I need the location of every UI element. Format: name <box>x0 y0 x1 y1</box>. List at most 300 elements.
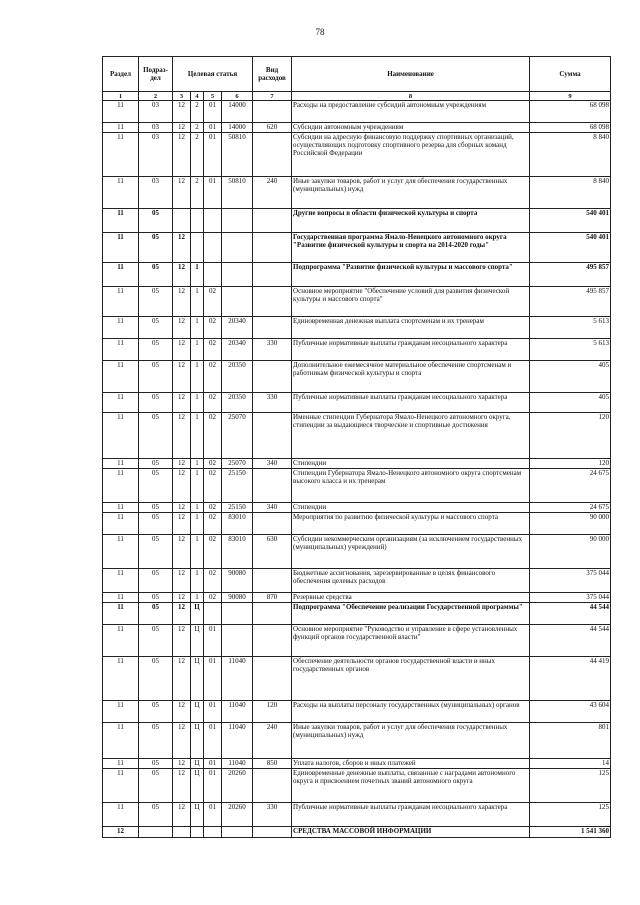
amount-cell: 43 604 <box>530 701 611 723</box>
event-cell <box>204 233 222 263</box>
subsection-cell: 05 <box>139 723 173 759</box>
direction-cell: 20260 <box>222 769 253 803</box>
table-row <box>103 759 611 769</box>
direction-cell: 25070 <box>222 459 253 469</box>
program-cell <box>173 209 191 233</box>
subsection-cell: 05 <box>139 803 173 827</box>
subprogram-cell: 1 <box>191 317 204 339</box>
table-row <box>103 593 611 603</box>
table-body <box>103 101 611 838</box>
event-cell: 01 <box>204 803 222 827</box>
subsection-cell: 03 <box>139 177 173 209</box>
table-row <box>103 123 611 133</box>
program-cell: 12 <box>173 723 191 759</box>
expense-type-cell <box>253 603 292 625</box>
subprogram-cell: Ц <box>191 723 204 759</box>
amount-cell: 90 000 <box>530 535 611 569</box>
expense-type-cell: 240 <box>253 177 292 209</box>
event-cell: 02 <box>204 361 222 393</box>
amount-cell: 24 675 <box>530 469 611 503</box>
program-cell: 12 <box>173 469 191 503</box>
table-row <box>103 177 611 209</box>
subprogram-cell: 1 <box>191 569 204 593</box>
direction-cell: 25070 <box>222 413 253 459</box>
subprogram-cell: 1 <box>191 413 204 459</box>
amount-cell: 68 098 <box>530 101 611 123</box>
event-cell: 01 <box>204 101 222 123</box>
table-row <box>103 361 611 393</box>
direction-cell: 20260 <box>222 803 253 827</box>
expense-type-cell <box>253 287 292 317</box>
program-cell: 12 <box>173 769 191 803</box>
column-number: 4 <box>191 92 204 101</box>
table-row <box>103 769 611 803</box>
subprogram-cell: 1 <box>191 287 204 317</box>
direction-cell: 11040 <box>222 657 253 701</box>
direction-cell <box>222 287 253 317</box>
header-amount: Сумма <box>530 57 611 92</box>
event-cell: 02 <box>204 459 222 469</box>
event-cell: 02 <box>204 469 222 503</box>
section-cell: 11 <box>103 803 139 827</box>
amount-cell: 801 <box>530 723 611 759</box>
program-cell: 12 <box>173 535 191 569</box>
expense-type-cell: 120 <box>253 701 292 723</box>
subsection-cell: 05 <box>139 209 173 233</box>
amount-cell: 405 <box>530 393 611 413</box>
expense-type-cell <box>253 469 292 503</box>
table-row <box>103 701 611 723</box>
table-row <box>103 413 611 459</box>
amount-cell: 44 544 <box>530 603 611 625</box>
table-row <box>103 503 611 513</box>
expense-type-cell: 330 <box>253 803 292 827</box>
table-row <box>103 317 611 339</box>
amount-cell: 8 840 <box>530 133 611 177</box>
expense-type-cell <box>253 317 292 339</box>
section-cell: 11 <box>103 769 139 803</box>
section-cell: 11 <box>103 233 139 263</box>
section-cell: 11 <box>103 625 139 657</box>
section-cell: 11 <box>103 101 139 123</box>
name-cell: Именные стипендии Губернатора Ямало-Ненецкого автономного округа, стипендии за выдающиеся творческие и спортивные достижения <box>292 413 530 459</box>
subsection-cell: 05 <box>139 459 173 469</box>
subprogram-cell: 1 <box>191 361 204 393</box>
subsection-cell <box>139 827 173 838</box>
program-cell: 12 <box>173 361 191 393</box>
event-cell: 01 <box>204 657 222 701</box>
program-cell: 12 <box>173 593 191 603</box>
table-row <box>103 657 611 701</box>
column-number: 6 <box>222 92 253 101</box>
amount-cell: 540 401 <box>530 209 611 233</box>
expense-type-cell: 620 <box>253 123 292 133</box>
program-cell: 12 <box>173 503 191 513</box>
event-cell: 01 <box>204 759 222 769</box>
expense-type-cell: 850 <box>253 759 292 769</box>
section-cell: 11 <box>103 535 139 569</box>
name-cell: Субсидии на адресную финансовую поддержку спортивных организаций, осуществляющих подготовку спортивного резерва для сборных команд Российской Федерации <box>292 133 530 177</box>
direction-cell: 14000 <box>222 123 253 133</box>
section-cell: 11 <box>103 603 139 625</box>
subprogram-cell: Ц <box>191 625 204 657</box>
section-cell: 11 <box>103 133 139 177</box>
event-cell: 01 <box>204 177 222 209</box>
event-cell: 01 <box>204 625 222 657</box>
subsection-cell: 03 <box>139 133 173 177</box>
section-cell: 11 <box>103 209 139 233</box>
header-name: Наименование <box>292 57 530 92</box>
subprogram-cell: 1 <box>191 513 204 535</box>
direction-cell: 14000 <box>222 101 253 123</box>
section-cell: 11 <box>103 339 139 361</box>
name-cell: Основное мероприятие "Руководство и управление в сфере установленных функций органов государственной власти" <box>292 625 530 657</box>
direction-cell: 20340 <box>222 339 253 361</box>
name-cell: Публичные нормативные выплаты гражданам несоциального характера <box>292 803 530 827</box>
header-section: Раздел <box>103 57 139 92</box>
expense-type-cell <box>253 657 292 701</box>
section-cell: 11 <box>103 393 139 413</box>
name-cell: Мероприятия по развитию физической культуры и массового спорта <box>292 513 530 535</box>
subsection-cell: 05 <box>139 503 173 513</box>
subprogram-cell: Ц <box>191 701 204 723</box>
direction-cell: 11040 <box>222 759 253 769</box>
name-cell: Обеспечение деятельности органов государственной власти и иных государственных органов <box>292 657 530 701</box>
event-cell: 02 <box>204 317 222 339</box>
section-cell: 11 <box>103 263 139 287</box>
subsection-cell: 05 <box>139 233 173 263</box>
subprogram-cell: 2 <box>191 101 204 123</box>
table-row <box>103 603 611 625</box>
name-cell: Резервные средства <box>292 593 530 603</box>
subsection-cell: 05 <box>139 759 173 769</box>
table-row <box>103 625 611 657</box>
expense-type-cell <box>253 233 292 263</box>
program-cell: 12 <box>173 413 191 459</box>
program-cell: 12 <box>173 101 191 123</box>
expense-type-cell <box>253 413 292 459</box>
column-number: 2 <box>139 92 173 101</box>
subsection-cell: 05 <box>139 657 173 701</box>
column-number-row <box>103 92 611 101</box>
subprogram-cell: 1 <box>191 459 204 469</box>
expense-type-cell: 240 <box>253 723 292 759</box>
subsection-cell: 05 <box>139 469 173 503</box>
name-cell: Стипендии <box>292 503 530 513</box>
section-cell: 11 <box>103 287 139 317</box>
subprogram-cell: 2 <box>191 123 204 133</box>
header-subsection: Подраз-дел <box>139 57 173 92</box>
header-expense-type: Вид расходов <box>253 57 292 92</box>
section-cell: 11 <box>103 723 139 759</box>
direction-cell: 20350 <box>222 393 253 413</box>
section-cell: 11 <box>103 569 139 593</box>
expense-type-cell <box>253 361 292 393</box>
table-row <box>103 287 611 317</box>
subprogram-cell: 1 <box>191 503 204 513</box>
subprogram-cell: 1 <box>191 339 204 361</box>
subsection-cell: 05 <box>139 361 173 393</box>
subsection-cell: 05 <box>139 413 173 459</box>
column-number: 8 <box>292 92 530 101</box>
column-number: 7 <box>253 92 292 101</box>
subsection-cell: 03 <box>139 123 173 133</box>
expense-type-cell <box>253 209 292 233</box>
expense-type-cell <box>253 769 292 803</box>
direction-cell: 20350 <box>222 361 253 393</box>
subprogram-cell: Ц <box>191 769 204 803</box>
subprogram-cell: Ц <box>191 759 204 769</box>
program-cell: 12 <box>173 603 191 625</box>
amount-cell: 120 <box>530 459 611 469</box>
direction-cell <box>222 827 253 838</box>
program-cell: 12 <box>173 759 191 769</box>
program-cell: 12 <box>173 177 191 209</box>
amount-cell: 375 044 <box>530 593 611 603</box>
amount-cell: 24 675 <box>530 503 611 513</box>
subsection-cell: 05 <box>139 603 173 625</box>
program-cell: 12 <box>173 569 191 593</box>
expense-type-cell: 340 <box>253 459 292 469</box>
program-cell: 12 <box>173 339 191 361</box>
direction-cell: 11040 <box>222 723 253 759</box>
direction-cell: 90080 <box>222 569 253 593</box>
section-cell: 11 <box>103 503 139 513</box>
table-row <box>103 803 611 827</box>
header-target: Целевая статья <box>173 57 253 92</box>
subprogram-cell <box>191 827 204 838</box>
subprogram-cell: 1 <box>191 393 204 413</box>
amount-cell: 495 857 <box>530 287 611 317</box>
name-cell: Субсидии автономным учреждениям <box>292 123 530 133</box>
event-cell <box>204 827 222 838</box>
table-row <box>103 133 611 177</box>
program-cell: 12 <box>173 393 191 413</box>
name-cell: Стипендии Губернатора Ямало-Ненецкого автономного округа спортсменам высокого класса и их тренерам <box>292 469 530 503</box>
program-cell: 12 <box>173 803 191 827</box>
name-cell: Иные закупки товаров, работ и услуг для обеспечения государственных (муниципальных) нужд <box>292 177 530 209</box>
section-cell: 11 <box>103 317 139 339</box>
name-cell: Подпрограмма "Развитие физической культуры и массового спорта" <box>292 263 530 287</box>
expense-type-cell <box>253 133 292 177</box>
column-number: 3 <box>173 92 191 101</box>
amount-cell: 5 613 <box>530 339 611 361</box>
direction-cell <box>222 209 253 233</box>
column-number: 9 <box>530 92 611 101</box>
amount-cell: 5 613 <box>530 317 611 339</box>
direction-cell <box>222 603 253 625</box>
name-cell: Расходы на выплаты персоналу государственных (муниципальных) органов <box>292 701 530 723</box>
event-cell: 02 <box>204 287 222 317</box>
section-cell: 11 <box>103 513 139 535</box>
direction-cell: 25150 <box>222 469 253 503</box>
event-cell: 01 <box>204 769 222 803</box>
subprogram-cell: Ц <box>191 603 204 625</box>
program-cell: 12 <box>173 263 191 287</box>
section-cell: 11 <box>103 361 139 393</box>
program-cell: 12 <box>173 625 191 657</box>
amount-cell: 125 <box>530 769 611 803</box>
amount-cell: 125 <box>530 803 611 827</box>
program-cell: 12 <box>173 133 191 177</box>
amount-cell: 495 857 <box>530 263 611 287</box>
table-row <box>103 469 611 503</box>
subsection-cell: 05 <box>139 535 173 569</box>
amount-cell: 68 098 <box>530 123 611 133</box>
name-cell: Основное мероприятие "Обеспечение условий для развития физической культуры и массового спорта" <box>292 287 530 317</box>
direction-cell: 11040 <box>222 701 253 723</box>
subprogram-cell: 1 <box>191 535 204 569</box>
page-number: 78 <box>315 27 325 37</box>
subprogram-cell <box>191 209 204 233</box>
subsection-cell: 05 <box>139 263 173 287</box>
event-cell: 02 <box>204 513 222 535</box>
direction-cell: 50810 <box>222 133 253 177</box>
subsection-cell: 05 <box>139 513 173 535</box>
section-cell: 11 <box>103 413 139 459</box>
amount-cell: 375 044 <box>530 569 611 593</box>
amount-cell: 540 401 <box>530 233 611 263</box>
subsection-cell: 05 <box>139 287 173 317</box>
table-row <box>103 535 611 569</box>
expense-type-cell: 330 <box>253 339 292 361</box>
name-cell: СРЕДСТВА МАССОВОЙ ИНФОРМАЦИИ <box>292 827 530 838</box>
section-cell: 11 <box>103 657 139 701</box>
subsection-cell: 05 <box>139 317 173 339</box>
table-row <box>103 569 611 593</box>
budget-table <box>102 56 611 838</box>
section-cell: 11 <box>103 759 139 769</box>
section-cell: 12 <box>103 827 139 838</box>
table-row <box>103 263 611 287</box>
event-cell: 02 <box>204 593 222 603</box>
event-cell <box>204 263 222 287</box>
subsection-cell: 05 <box>139 701 173 723</box>
section-cell: 11 <box>103 593 139 603</box>
section-cell: 11 <box>103 123 139 133</box>
amount-cell: 44 544 <box>530 625 611 657</box>
table-row <box>103 209 611 233</box>
program-cell: 12 <box>173 701 191 723</box>
expense-type-cell <box>253 827 292 838</box>
direction-cell: 83010 <box>222 535 253 569</box>
subprogram-cell: 1 <box>191 469 204 503</box>
subsection-cell: 05 <box>139 393 173 413</box>
program-cell: 12 <box>173 657 191 701</box>
subprogram-cell: 1 <box>191 263 204 287</box>
subsection-cell: 05 <box>139 625 173 657</box>
name-cell: Единовременные денежные выплаты, связанные с наградами автономного округа и присвоением почетных званий автономного округа <box>292 769 530 803</box>
name-cell: Публичные нормативные выплаты гражданам несоциального характера <box>292 393 530 413</box>
direction-cell: 83010 <box>222 513 253 535</box>
subsection-cell: 05 <box>139 593 173 603</box>
table-row <box>103 339 611 361</box>
subsection-cell: 05 <box>139 769 173 803</box>
name-cell: Расходы на предоставление субсидий автономным учреждениям <box>292 101 530 123</box>
table-row <box>103 723 611 759</box>
direction-cell <box>222 625 253 657</box>
expense-type-cell: 330 <box>253 393 292 413</box>
subprogram-cell: 2 <box>191 177 204 209</box>
name-cell: Единовременная денежная выплата спортсменам и их тренерам <box>292 317 530 339</box>
event-cell <box>204 209 222 233</box>
program-cell: 12 <box>173 317 191 339</box>
event-cell: 02 <box>204 393 222 413</box>
section-cell: 11 <box>103 469 139 503</box>
amount-cell: 14 <box>530 759 611 769</box>
direction-cell <box>222 263 253 287</box>
name-cell: Государственная программа Ямало-Ненецкого автономного округа "Развитие физической культуры и спорта на 2014-2020 годы" <box>292 233 530 263</box>
table-row <box>103 393 611 413</box>
event-cell: 02 <box>204 569 222 593</box>
table-row <box>103 827 611 838</box>
expense-type-cell <box>253 625 292 657</box>
event-cell: 02 <box>204 339 222 361</box>
name-cell: Субсидии некоммерческим организациям (за исключением государственных (муниципальных) учреждений) <box>292 535 530 569</box>
direction-cell: 25150 <box>222 503 253 513</box>
program-cell <box>173 827 191 838</box>
amount-cell: 1 541 360 <box>530 827 611 838</box>
name-cell: Подпрограмма "Обеспечение реализации Государственной программы" <box>292 603 530 625</box>
name-cell: Иные закупки товаров, работ и услуг для обеспечения государственных (муниципальных) нужд <box>292 723 530 759</box>
expense-type-cell <box>253 101 292 123</box>
subsection-cell: 05 <box>139 569 173 593</box>
amount-cell: 8 840 <box>530 177 611 209</box>
event-cell: 01 <box>204 123 222 133</box>
column-number: 5 <box>204 92 222 101</box>
program-cell: 12 <box>173 459 191 469</box>
amount-cell: 405 <box>530 361 611 393</box>
table-row <box>103 101 611 123</box>
subprogram-cell: 2 <box>191 133 204 177</box>
name-cell: Стипендии <box>292 459 530 469</box>
name-cell: Другие вопросы в области физической культуры и спорта <box>292 209 530 233</box>
event-cell: 01 <box>204 133 222 177</box>
table-row <box>103 513 611 535</box>
name-cell: Дополнительное ежемесячное материальное обеспечение спортсменам и работникам физической культуры и спорта <box>292 361 530 393</box>
section-cell: 11 <box>103 459 139 469</box>
expense-type-cell: 340 <box>253 503 292 513</box>
table-row <box>103 233 611 263</box>
expense-type-cell <box>253 569 292 593</box>
amount-cell: 120 <box>530 413 611 459</box>
direction-cell: 20340 <box>222 317 253 339</box>
subprogram-cell: Ц <box>191 657 204 701</box>
program-cell: 12 <box>173 513 191 535</box>
expense-type-cell <box>253 263 292 287</box>
expense-type-cell: 870 <box>253 593 292 603</box>
direction-cell <box>222 233 253 263</box>
event-cell <box>204 603 222 625</box>
direction-cell: 90080 <box>222 593 253 603</box>
expense-type-cell: 630 <box>253 535 292 569</box>
program-cell: 12 <box>173 287 191 317</box>
subprogram-cell <box>191 233 204 263</box>
section-cell: 11 <box>103 701 139 723</box>
event-cell: 02 <box>204 413 222 459</box>
event-cell: 02 <box>204 503 222 513</box>
event-cell: 01 <box>204 723 222 759</box>
table-row <box>103 459 611 469</box>
name-cell: Публичные нормативные выплаты гражданам несоциального характера <box>292 339 530 361</box>
program-cell: 12 <box>173 233 191 263</box>
amount-cell: 90 000 <box>530 513 611 535</box>
direction-cell: 50810 <box>222 177 253 209</box>
event-cell: 01 <box>204 701 222 723</box>
subprogram-cell: 1 <box>191 593 204 603</box>
program-cell: 12 <box>173 123 191 133</box>
subprogram-cell: Ц <box>191 803 204 827</box>
